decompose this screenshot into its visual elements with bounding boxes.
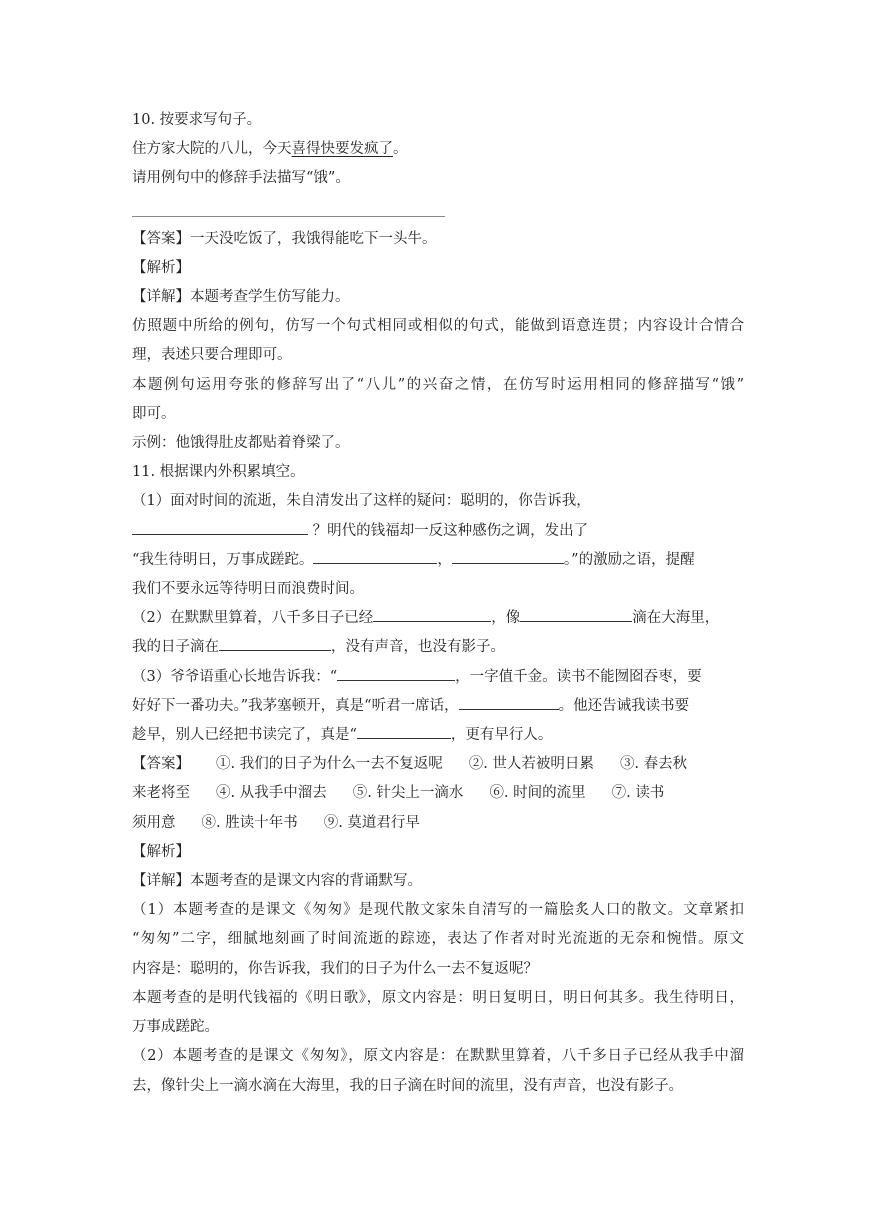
q11-p1-d: 我们不要永远等待明日而浪费时间。 bbox=[132, 581, 364, 598]
fill-blank-8[interactable] bbox=[459, 693, 559, 710]
q10-answer: 【答案】一天没吃饭了，我饿得能吃下一头牛。 bbox=[132, 230, 437, 247]
answer-item: ⑦. 读书 bbox=[611, 785, 665, 802]
fill-blank-2[interactable] bbox=[313, 547, 437, 564]
answer-item: ④. 从我手中溜去 bbox=[216, 785, 327, 802]
q10-example-pre: 住方家大院的八儿，今天 bbox=[132, 141, 292, 158]
q10-explain-2a: 本题例句运用夸张的修辞写出了“八儿”的兴奋之情，在仿写时运用相同的修辞描写“饿” bbox=[132, 376, 744, 393]
answer-item: ②. 世人若被明日累 bbox=[468, 756, 594, 773]
answer-item: ⑧. 胜读十年书 bbox=[201, 814, 298, 831]
answer-item: ⑨. 莫道君行早 bbox=[323, 814, 420, 831]
q11-p2-b bbox=[132, 633, 744, 662]
q11-p3-b-pre: 好好下一番功夫。”我茅塞顿开，真是“听君一席话， bbox=[132, 697, 459, 714]
q11-p2-b-pre: 我的日子滴在 bbox=[132, 639, 219, 656]
q11-p1-c-comma: ， bbox=[437, 551, 452, 568]
q10-analysis-label: 【解析】 bbox=[132, 259, 190, 276]
q11-p3-a-post: ，一字值千金。读书不能囫囵吞枣，要 bbox=[455, 668, 702, 685]
q11-title: 11. 根据课内外积累填空。 bbox=[132, 464, 305, 481]
answer-item: ⑤. 针尖上一滴水 bbox=[352, 785, 464, 802]
answer-item: ①. 我们的日子为什么一去不复返呢 bbox=[216, 756, 443, 773]
fill-blank-1[interactable] bbox=[132, 518, 308, 535]
q10-explain-1b: 理，表述只要合理即可。 bbox=[132, 347, 292, 364]
q10-explain-2b: 即可。 bbox=[132, 405, 176, 422]
answer-item: ⑥. 时间的流里 bbox=[489, 785, 586, 802]
q10-sample: 示例：他饿得肚皮都贴着脊梁了。 bbox=[132, 435, 350, 452]
q11-p1-c-pre: “我生待明日，万事成蹉跎。 bbox=[132, 551, 314, 568]
q10-example-post: 。 bbox=[393, 141, 408, 158]
q10-example-underlined: 喜得快要发疯了 bbox=[291, 141, 393, 158]
q11-p3-c-post: ，更有早行人。 bbox=[450, 727, 553, 744]
fill-blank-7[interactable] bbox=[337, 664, 455, 681]
q11-p3-b bbox=[132, 692, 744, 721]
q11-p1-c bbox=[132, 546, 744, 575]
q11-detail-2a: 本题考查的是明代钱福的《明日歌》，原文内容是：明日复明日，明日何其多。我生待明日， bbox=[132, 989, 744, 1006]
q11-p2-a-mid: ，像 bbox=[491, 610, 521, 627]
answer-item: 须用意 bbox=[132, 814, 176, 831]
fill-blank-6[interactable] bbox=[219, 634, 331, 651]
q11-detail-1c: 内容是：聪明的，你告诉我，我们的日子为什么一去不复返呢？ bbox=[132, 960, 538, 977]
q11-p3-a-pre: （3）爷爷语重心长地告诉我：“ bbox=[132, 668, 338, 685]
answer-line-divider bbox=[132, 216, 445, 217]
q11-answer-line-3 bbox=[132, 809, 744, 838]
q11-detail-1a: （1）本题考查的是课文《匆匆》是现代散文家朱自清写的一篇脍炙人口的散文。文章紧扣 bbox=[132, 902, 744, 919]
fill-blank-9[interactable] bbox=[357, 722, 451, 739]
q11-detail: 【详解】本题考查的是课文内容的背诵默写。 bbox=[132, 873, 422, 890]
q11-p1-b-post: ？明代的钱福却一反这种感伤之调，发出了 bbox=[312, 522, 589, 539]
q11-p3-c-pre: 趁早，别人已经把书读完了，真是“ bbox=[132, 727, 357, 744]
q11-p1-c-post: 。”的激励之语，提醒 bbox=[563, 551, 695, 568]
q11-p3-c bbox=[132, 721, 744, 750]
q11-answer-line-1 bbox=[132, 750, 744, 779]
q11-p1-b bbox=[132, 517, 744, 546]
q11-answer-label: 【答案】 bbox=[132, 756, 190, 773]
fill-blank-3[interactable] bbox=[452, 547, 564, 564]
q11-p2-a bbox=[132, 604, 744, 633]
q11-detail-3a: （2）本题考查的是课文《匆匆》，原文内容是：在默默里算着，八千多日子已经从我手中溜 bbox=[132, 1048, 744, 1065]
q11-analysis-label: 【解析】 bbox=[132, 843, 190, 860]
q11-detail-3b: 去，像针尖上一滴水滴在大海里，我的日子滴在时间的流里，没有声音，也没有影子。 bbox=[132, 1077, 683, 1094]
q11-detail-2b: 万事成蹉跎。 bbox=[132, 1019, 219, 1036]
answer-item: ③. 春去秋 bbox=[619, 756, 688, 773]
q10-detail: 【详解】本题考查学生仿写能力。 bbox=[132, 289, 350, 306]
q11-p2-a-pre: （2）在默默里算着，八千多日子已经 bbox=[132, 610, 374, 627]
q10-instruction: 请用例句中的修辞手法描写“饿”。 bbox=[132, 170, 350, 187]
q11-p1-a: （1）面对时间的流逝，朱自清发出了这样的疑问：聪明的，你告诉我， bbox=[132, 493, 591, 510]
q10-example bbox=[132, 135, 744, 164]
q10-title: 10. 按要求写句子。 bbox=[132, 112, 262, 128]
q11-p3-a bbox=[132, 663, 744, 692]
q11-p2-a-post: 滴在大海里， bbox=[632, 610, 720, 627]
q11-answer-line-2 bbox=[132, 779, 744, 808]
q10-explain-1a: 仿照题中所给的例句，仿写一个句式相同或相似的句式，能做到语意连贯；内容设计合情合 bbox=[132, 318, 744, 335]
fill-blank-4[interactable] bbox=[373, 605, 491, 622]
fill-blank-5[interactable] bbox=[520, 605, 632, 622]
answer-item: 来老将至 bbox=[132, 785, 190, 802]
q11-p3-b-post: 。他还告诫我读书要 bbox=[558, 697, 690, 714]
document-page bbox=[132, 106, 744, 1101]
q11-detail-1b: “匆匆”二字，细腻地刻画了时间流逝的踪迹，表达了作者对时光流逝的无奈和惋惜。原文 bbox=[132, 931, 744, 948]
q11-p2-b-post: ，没有声音，也没有影子。 bbox=[331, 639, 505, 656]
